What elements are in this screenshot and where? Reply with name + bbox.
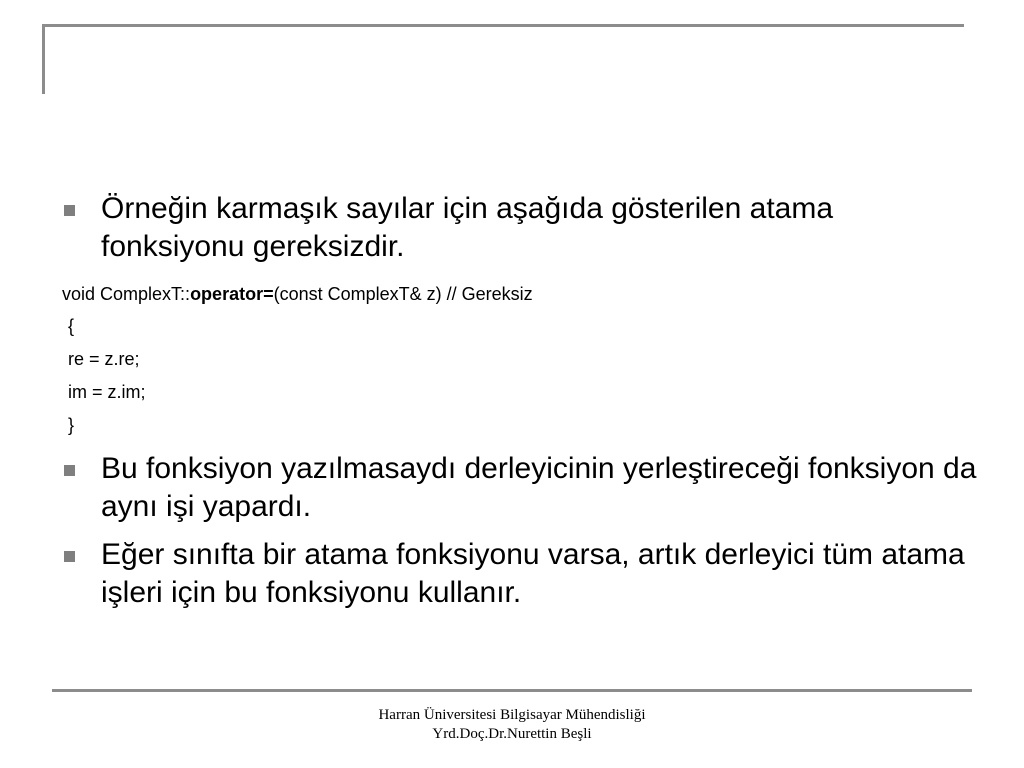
bullet-text: Örneğin karmaşık sayılar için aşağıda gösterilen atama fonksiyonu gereksizdir. bbox=[101, 192, 834, 263]
code-line: { bbox=[68, 316, 75, 336]
code-line: } bbox=[68, 415, 75, 435]
code-prefix: void ComplexT:: bbox=[62, 284, 191, 304]
bullet-list-top bbox=[62, 190, 982, 266]
square-bullet-icon bbox=[64, 551, 75, 562]
footer-institution: Harran Üniversitesi Bilgisayar Mühendisliği bbox=[378, 707, 646, 723]
bullet-text: Bu fonksiyon yazılmasaydı derleyicinin yerleştireceği fonksiyon da aynı işi yapardı. bbox=[101, 452, 977, 523]
code-line: re = z.re; bbox=[68, 349, 140, 369]
bullet-text: Eğer sınıfta bir atama fonksiyonu varsa, artık derleyici tüm atama işleri için bu fonksiyonu kullanır. bbox=[101, 538, 965, 609]
code-keyword: operator= bbox=[190, 284, 274, 304]
frame-top-rule bbox=[42, 24, 964, 27]
code-line: im = z.im; bbox=[68, 382, 146, 402]
bullet-list-bottom bbox=[62, 450, 982, 612]
frame-left-rule bbox=[42, 24, 45, 94]
bullet-item bbox=[62, 450, 982, 526]
square-bullet-icon bbox=[64, 465, 75, 476]
bullet-item bbox=[62, 536, 982, 612]
code-signature bbox=[62, 283, 533, 305]
footer-rule bbox=[52, 689, 972, 692]
square-bullet-icon bbox=[64, 205, 75, 216]
bullet-item bbox=[62, 190, 982, 266]
footer bbox=[0, 706, 1024, 744]
footer-author: Yrd.Doç.Dr.Nurettin Beşli bbox=[432, 726, 592, 742]
code-suffix: (const ComplexT& z) // Gereksiz bbox=[273, 284, 533, 304]
